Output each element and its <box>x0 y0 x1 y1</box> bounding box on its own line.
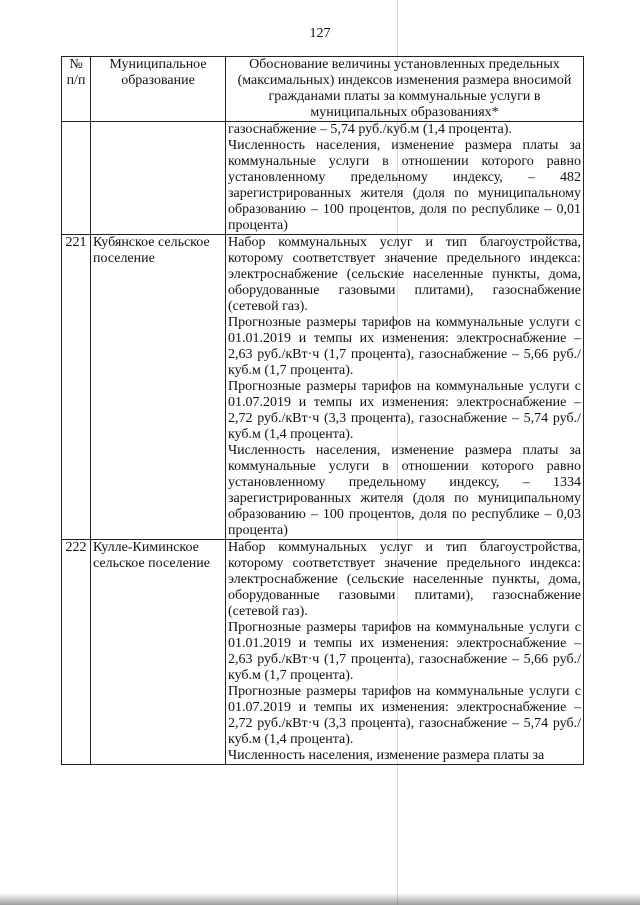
scan-bottom-shadow <box>0 893 640 905</box>
header-municipality: Муниципальное образование <box>91 57 226 122</box>
row-num: 221 <box>62 235 91 540</box>
justification-paragraph: Прогнозные размеры тарифов на коммунальные услуги с 01.07.2019 и темпы их изменения: электроснабжение – 2,72 руб./кВт·ч (3,3 процента), газоснабжение – 5,74 руб./куб.м (1,4 процента). <box>228 379 581 442</box>
justification-paragraph: Прогнозные размеры тарифов на коммунальные услуги с 01.01.2019 и темпы их изменения: электроснабжение – 2,63 руб./кВт·ч (1,7 процента), газоснабжение – 5,66 руб./куб.м (1,7 процента). <box>228 315 581 378</box>
row-municipality: Кубянское сельское поселение <box>91 235 226 540</box>
header-justification: Обоснование величины установленных предельных (максимальных) индексов изменения размера вносимой гражданами платы за коммунальные услуги в муниципальных образованиях* <box>226 57 584 122</box>
header-num: № п/п <box>62 57 91 122</box>
justification-paragraph: Численность населения, изменение размера платы за <box>228 748 545 763</box>
justification-paragraph: газоснабжение – 5,74 руб./куб.м (1,4 процента). <box>228 122 512 137</box>
justification-paragraph: Численность населения, изменение размера платы за коммунальные услуги в отношении которого равно установленному предельному индексу, – 482 зарегистрированных жителя (доля по муниципальному образованию – 100 процентов, доля по республике – 0,01 процента) <box>228 138 581 233</box>
row-justification <box>226 540 584 765</box>
scan-fold-line <box>397 0 398 905</box>
page-number: 127 <box>309 26 331 41</box>
row-municipality: Кулле-Киминское сельское поселение <box>91 540 226 765</box>
table-header-row <box>62 57 584 122</box>
row-justification <box>226 235 584 540</box>
justification-paragraph: Набор коммунальных услуг и тип благоустройства, которому соответствует значение предельного индекса: электроснабжение (сельские населенные пункты, дома, оборудованные газовыми плитами), газоснабжение (сетевой газ). <box>228 540 581 619</box>
row-num: 222 <box>62 540 91 765</box>
justification-paragraph: Численность населения, изменение размера платы за коммунальные услуги в отношении которого равно установленному предельному индексу, – 1334 зарегистрированных жителя (доля по муниципальному образованию – 100 процентов, доля по республике – 0,03 процента) <box>228 443 581 538</box>
justification-paragraph: Прогнозные размеры тарифов на коммунальные услуги с 01.01.2019 и темпы их изменения: электроснабжение – 2,63 руб./кВт·ч (1,7 процента), газоснабжение – 5,66 руб./куб.м (1,7 процента). <box>228 620 581 683</box>
table-row <box>62 235 584 540</box>
tariff-table <box>61 56 584 765</box>
table-row <box>62 540 584 765</box>
justification-paragraph: Прогнозные размеры тарифов на коммунальные услуги с 01.07.2019 и темпы их изменения: электроснабжение – 2,72 руб./кВт·ч (3,3 процента), газоснабжение – 5,74 руб./куб.м (1,4 процента). <box>228 684 581 747</box>
row-municipality <box>91 122 226 235</box>
table-row <box>62 122 584 235</box>
justification-paragraph: Набор коммунальных услуг и тип благоустройства, которому соответствует значение предельного индекса: электроснабжение (сельские населенные пункты, дома, оборудованные газовыми плитами), газоснабжение (сетевой газ). <box>228 235 581 314</box>
row-num <box>62 122 91 235</box>
row-justification <box>226 122 584 235</box>
